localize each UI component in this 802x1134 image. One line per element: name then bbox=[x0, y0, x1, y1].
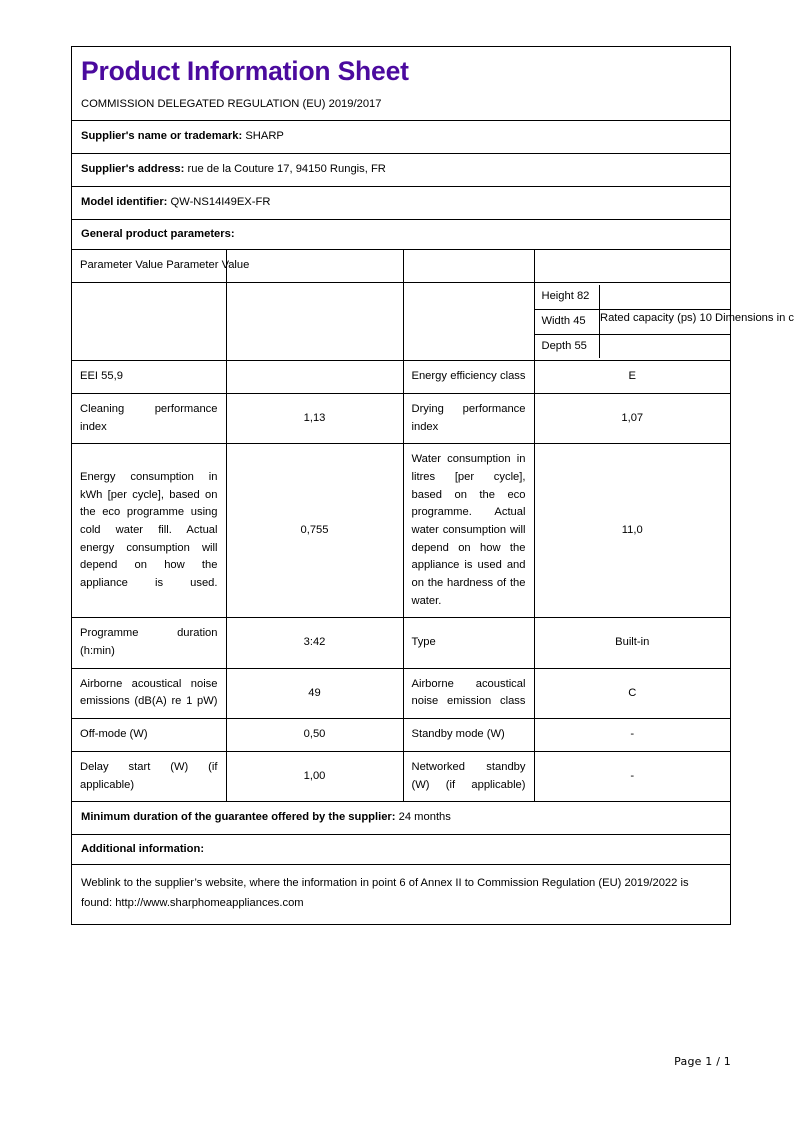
table-header-row bbox=[72, 250, 730, 282]
table-row bbox=[72, 393, 730, 443]
cleaning-performance-value: 1,13 bbox=[226, 393, 403, 443]
table-row bbox=[72, 751, 730, 801]
dimension-height-label: Height 82 bbox=[535, 285, 600, 309]
header-cell-2 bbox=[226, 250, 403, 282]
delay-start-value: 1,00 bbox=[226, 751, 403, 801]
dimensions-subtable-cell bbox=[534, 283, 795, 361]
supplier-address-value: rue de la Couture 17, 94150 Rungis, FR bbox=[187, 163, 386, 176]
dimension-depth-label: Depth 55 bbox=[535, 334, 600, 358]
programme-duration-value: 3:42 bbox=[226, 618, 403, 668]
energy-consumption-label: Energy consumption in kWh [per cycle], based on the eco programme using cold water fill. Actual energy consumption will depend on how the appliance is used. bbox=[72, 444, 226, 618]
drying-performance-value: 1,07 bbox=[534, 393, 730, 443]
noise-emissions-label: Airborne acoustical noise emissions (dB(A) re 1 pW) bbox=[72, 668, 226, 718]
networked-standby-label: Networked standby (W) (if applicable) bbox=[403, 751, 534, 801]
type-label: Type bbox=[403, 618, 534, 668]
table-row bbox=[72, 444, 730, 618]
header-cell-4 bbox=[534, 250, 730, 282]
delay-start-label: Delay start (W) (if applicable) bbox=[72, 751, 226, 801]
standby-mode-label: Standby mode (W) bbox=[403, 719, 534, 752]
dimension-width-value bbox=[600, 309, 795, 334]
energy-consumption-value: 0,755 bbox=[226, 444, 403, 618]
dimensions-empty-cell-2 bbox=[226, 283, 403, 361]
drying-performance-label: Drying performance index bbox=[403, 393, 534, 443]
parameters-grid-band bbox=[72, 250, 795, 802]
water-consumption-value: 11,0 bbox=[534, 444, 730, 618]
dimensions-empty-cell-3 bbox=[403, 283, 534, 361]
noise-emission-class-label: Airborne acoustical noise emission class bbox=[403, 668, 534, 718]
off-mode-value: 0,50 bbox=[226, 719, 403, 752]
type-value: Built-in bbox=[534, 618, 730, 668]
noise-emissions-value: 49 bbox=[226, 668, 403, 718]
rated-capacity-overflow-text: Rated capacity (ps) 10 Dimensions in c bbox=[600, 311, 795, 324]
dimension-row-height bbox=[535, 285, 731, 309]
dimension-row-depth bbox=[535, 334, 731, 358]
table-row bbox=[72, 361, 730, 394]
product-information-sheet-table bbox=[71, 46, 795, 925]
standby-mode-value: - bbox=[534, 719, 730, 752]
header-spilled-text: Parameter Value Parameter Value bbox=[72, 250, 226, 282]
model-identifier-row bbox=[72, 187, 730, 220]
supplier-name-row bbox=[72, 121, 730, 154]
weblink-row: Weblink to the supplier’s website, where the information in point 6 of Annex II to Commission Regulation (EU) 2019/2022 is found: http://www.sharphomeappliances.com bbox=[81, 877, 689, 909]
dimension-width-label: Width 45 bbox=[535, 309, 600, 334]
networked-standby-value: - bbox=[534, 751, 730, 801]
programme-duration-label: Programme duration (h:min) bbox=[72, 618, 226, 668]
table-row bbox=[72, 618, 730, 668]
water-consumption-label: Water consumption in litres [per cycle], based on the eco programme. Actual water consumption will depend on how the appliance is used and on the hardness of the water. bbox=[403, 444, 534, 618]
general-parameters-heading: General product parameters: bbox=[72, 220, 730, 250]
title-band bbox=[72, 47, 730, 121]
regulation-subtitle: COMMISSION DELEGATED REGULATION (EU) 2019/2017 bbox=[81, 97, 382, 110]
dimensions-table bbox=[535, 285, 795, 358]
off-mode-label: Off-mode (W) bbox=[72, 719, 226, 752]
supplier-name-value: SHARP bbox=[245, 130, 284, 143]
energy-efficiency-class-value: E bbox=[534, 361, 730, 394]
dimension-row-width bbox=[535, 309, 731, 334]
dimensions-empty-cell-1 bbox=[72, 283, 226, 361]
supplier-address-row bbox=[72, 154, 730, 187]
parameters-table bbox=[72, 250, 795, 801]
model-identifier-value: QW-NS14I49EX-FR bbox=[170, 196, 271, 209]
noise-emission-class-value: C bbox=[534, 668, 730, 718]
dimensions-row bbox=[72, 283, 730, 361]
page-title: Product Information Sheet bbox=[81, 56, 409, 86]
table-row bbox=[72, 668, 730, 718]
guarantee-value: 24 months bbox=[398, 811, 451, 824]
model-identifier-label: Model identifier: bbox=[81, 196, 168, 209]
eei-value bbox=[226, 361, 403, 394]
guarantee-row bbox=[72, 802, 730, 835]
cleaning-performance-label: Cleaning performance index bbox=[72, 393, 226, 443]
eei-label: EEI 55,9 bbox=[72, 361, 226, 394]
supplier-address-label: Supplier's address: bbox=[81, 163, 185, 176]
dimension-depth-value bbox=[600, 334, 731, 358]
page-number: Page 1 / 1 bbox=[674, 1055, 731, 1068]
guarantee-label: Minimum duration of the guarantee offered by the supplier: bbox=[81, 811, 396, 824]
additional-information-heading: Additional information: bbox=[72, 835, 730, 865]
dimension-height-value bbox=[600, 285, 731, 309]
table-row bbox=[72, 719, 730, 752]
supplier-name-label: Supplier's name or trademark: bbox=[81, 130, 243, 143]
energy-efficiency-class-label: Energy efficiency class bbox=[403, 361, 534, 394]
header-cell-3 bbox=[403, 250, 534, 282]
